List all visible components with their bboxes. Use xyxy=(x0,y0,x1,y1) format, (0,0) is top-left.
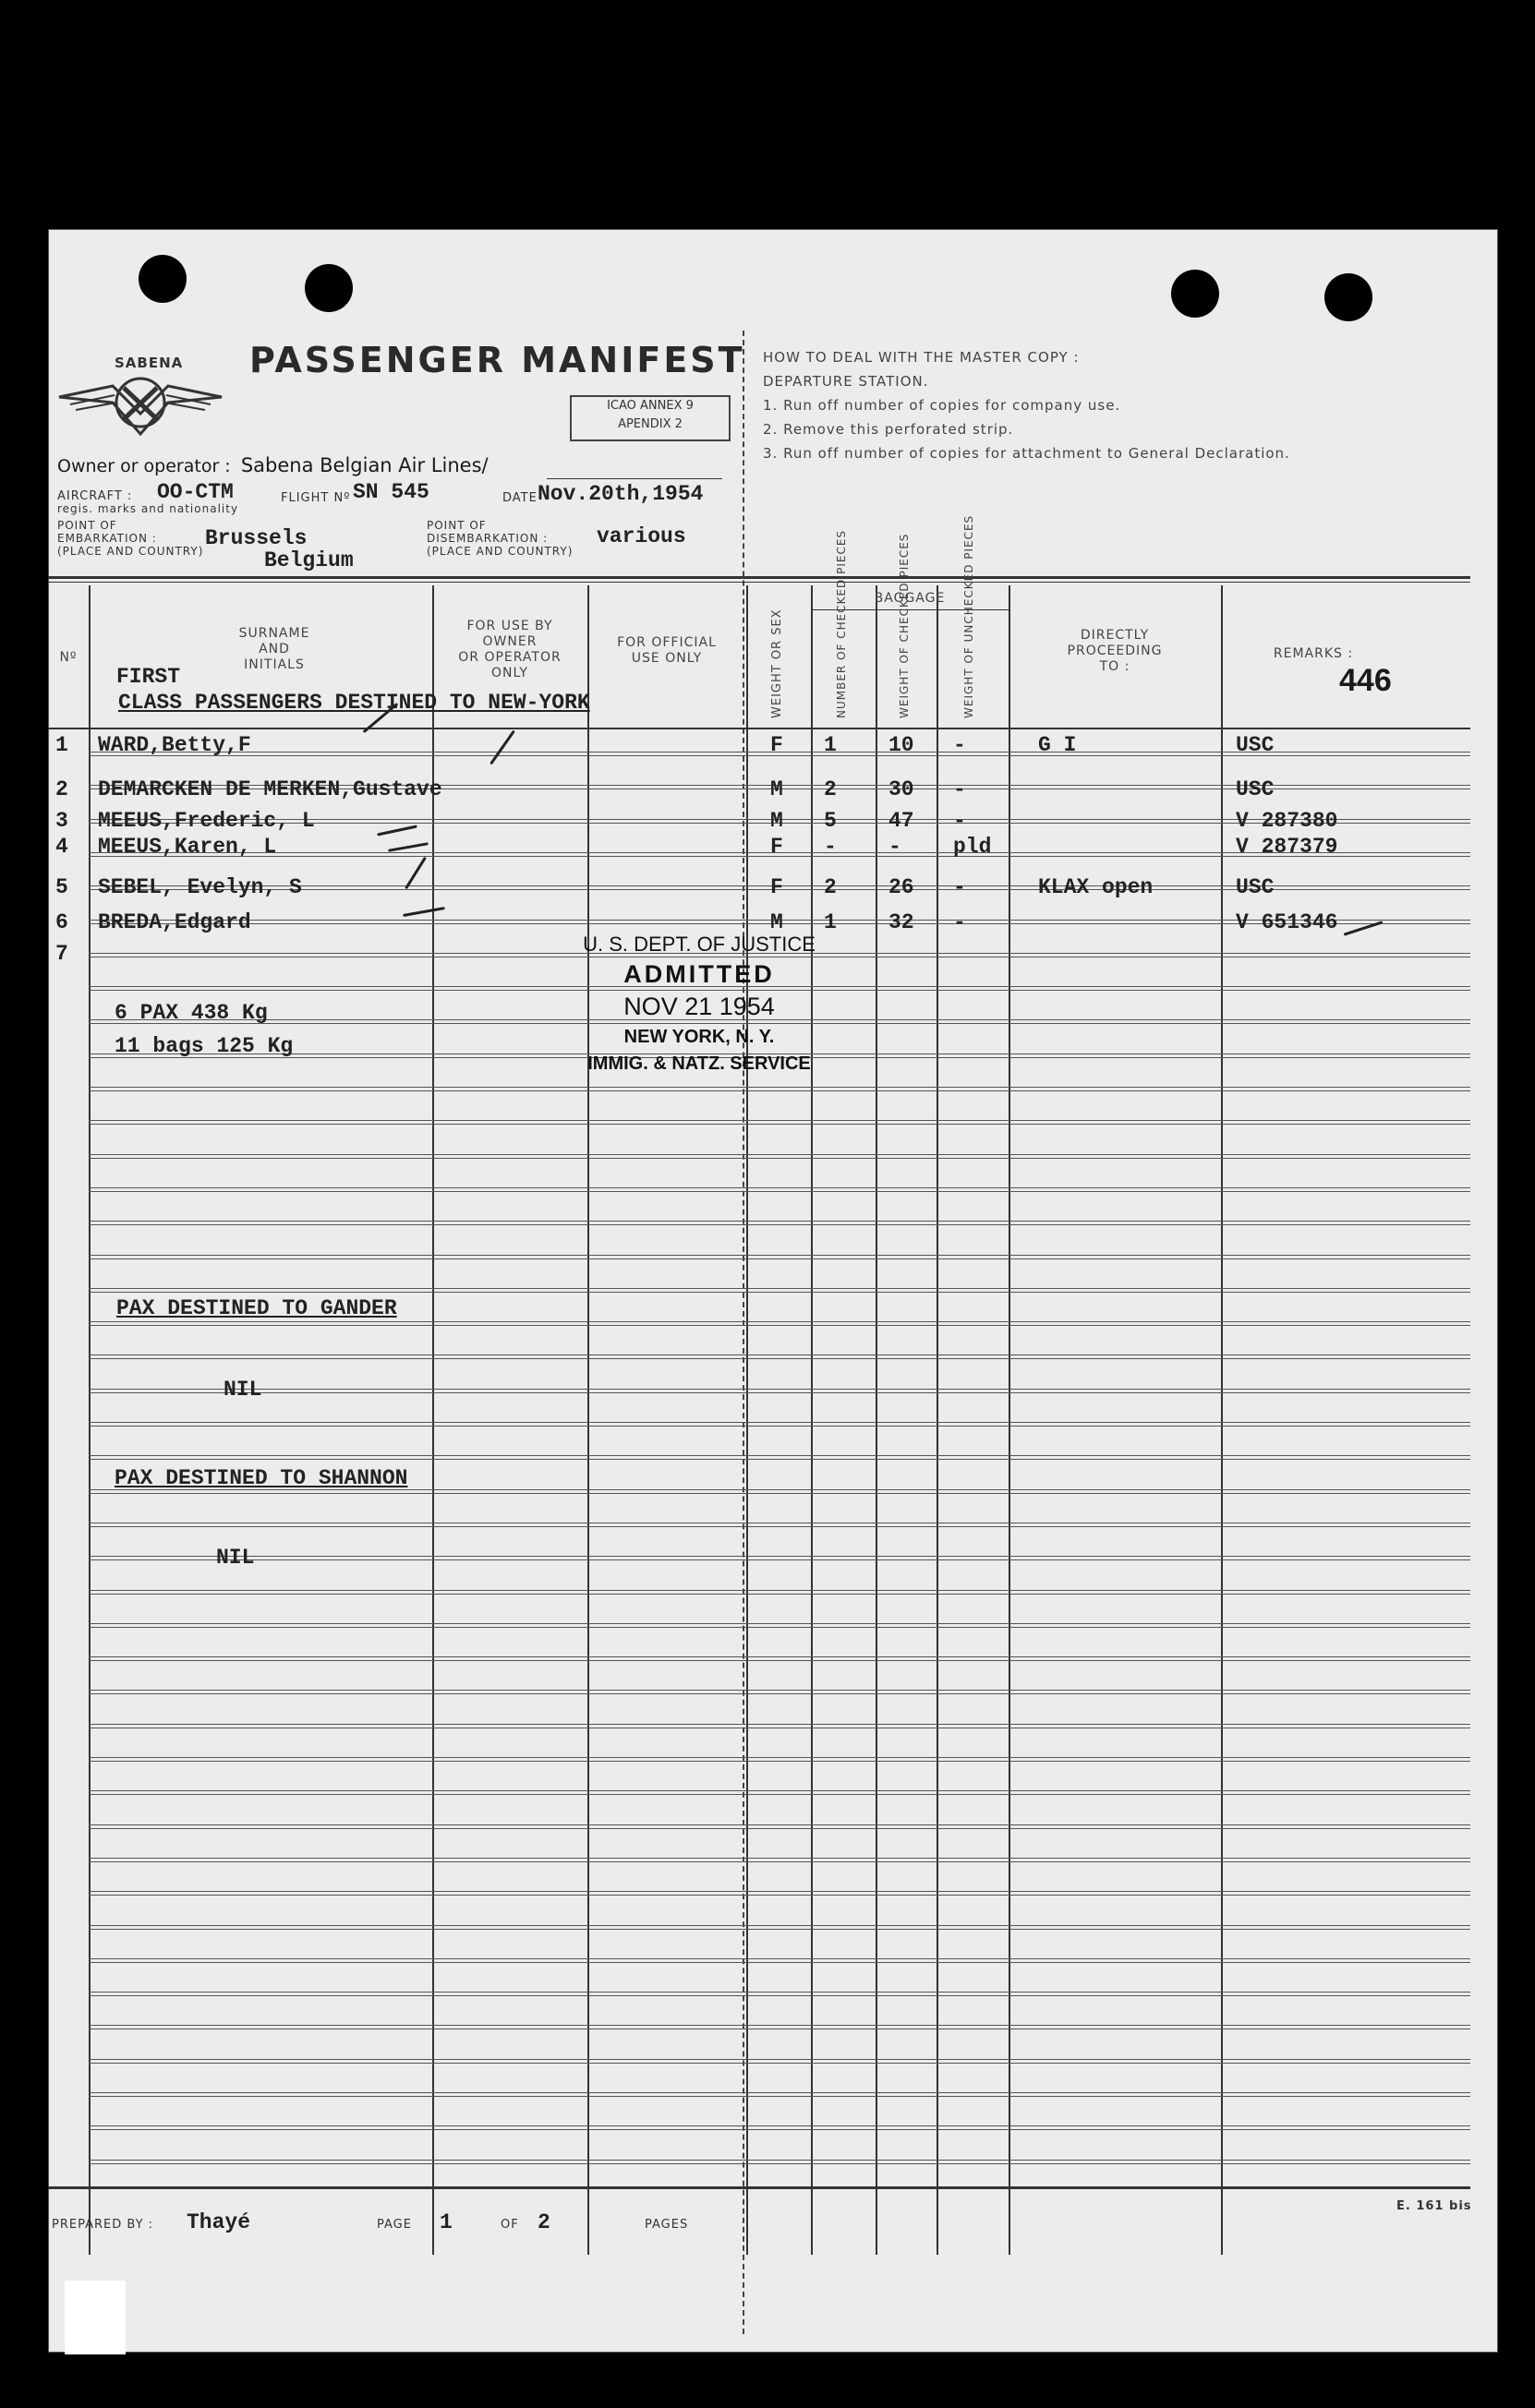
row-rule xyxy=(89,1824,1470,1825)
unchecked-weight: - xyxy=(953,910,966,934)
row-rule xyxy=(89,2096,1470,2097)
col-header-proceeding-2: PROCEEDING xyxy=(1067,644,1163,658)
pages-label: PAGES xyxy=(645,2218,689,2232)
owner-value: Sabena Belgian Air Lines/ xyxy=(240,454,489,476)
col-header-proceeding xyxy=(1009,628,1221,675)
row-rule xyxy=(89,1929,1470,1930)
col-header-surname-3: INITIALS xyxy=(244,657,305,672)
baggage-weight: 47 xyxy=(888,809,914,833)
check-mark xyxy=(388,842,429,852)
col-divider xyxy=(1009,585,1010,2255)
row-rule xyxy=(89,1627,1470,1628)
row-rule xyxy=(89,2163,1470,2164)
table-top-rule xyxy=(48,576,1470,579)
shannon-value: NIL xyxy=(216,1546,255,1570)
col-divider xyxy=(587,585,589,2255)
row-rule xyxy=(89,1191,1470,1192)
row-rule xyxy=(89,1559,1470,1560)
prepared-label: PREPARED BY : xyxy=(52,2218,154,2232)
col-header-surname xyxy=(196,626,353,673)
shannon-heading: PAX DESTINED TO SHANNON xyxy=(115,1466,408,1490)
check-mark xyxy=(403,907,445,917)
row-rule xyxy=(89,1757,1470,1758)
row-rule xyxy=(89,1224,1470,1225)
disembark-label-1: POINT OF xyxy=(427,519,487,532)
proceeding-to: KLAX open xyxy=(1038,875,1154,899)
how-to-step: 2. Remove this perforated strip. xyxy=(763,421,1014,438)
stamp-line-3: NOV 21 1954 xyxy=(623,993,775,1020)
col-header-weight-checked: WEIGHT OF CHECKED PIECES xyxy=(898,533,911,718)
row-rule xyxy=(89,1455,1470,1456)
baggage-weight: 26 xyxy=(888,875,914,899)
owner-label: Owner or operator : xyxy=(57,456,231,476)
proceeding-to: G I xyxy=(1038,733,1077,757)
row-rule xyxy=(89,1090,1470,1091)
col-divider xyxy=(876,585,877,2255)
col-header-official-2: USE ONLY xyxy=(631,651,703,666)
of-label: OF xyxy=(501,2218,519,2232)
gander-heading: PAX DESTINED TO GANDER xyxy=(116,1296,397,1320)
row-rule xyxy=(89,1187,1470,1188)
of-value: 2 xyxy=(538,2210,550,2234)
embark-label-3: (PLACE AND COUNTRY) xyxy=(57,545,204,558)
how-to-sub: DEPARTURE STATION. xyxy=(763,373,929,390)
disembark-label-3: (PLACE AND COUNTRY) xyxy=(427,545,574,558)
embark-value-country: Belgium xyxy=(264,548,354,572)
embark-value-city: Brussels xyxy=(205,526,308,550)
row-rule xyxy=(89,1556,1470,1557)
row-rule xyxy=(89,1623,1470,1624)
row-rule xyxy=(89,2160,1470,2161)
unchecked-weight: - xyxy=(953,809,966,833)
sheet-number: 446 xyxy=(1339,663,1392,698)
sabena-logo xyxy=(57,349,224,451)
row-rule xyxy=(89,1354,1470,1355)
table-top-rule-2 xyxy=(48,582,1470,583)
row-number: 6 xyxy=(55,910,68,934)
col-header-owner-use-4: ONLY xyxy=(491,666,528,680)
embark-label-1: POINT OF xyxy=(57,519,117,532)
form-title: PASSENGER MANIFEST xyxy=(249,340,745,380)
passenger-name: BREDA,Edgard xyxy=(98,910,251,934)
row-rule xyxy=(89,1594,1470,1595)
row-rule xyxy=(89,1255,1470,1256)
totals-pax: 6 PAX 438 Kg xyxy=(115,1001,268,1025)
row-rule xyxy=(89,1724,1470,1725)
passenger-sex: M xyxy=(770,910,783,934)
row-rule xyxy=(89,2063,1470,2064)
row-number: 7 xyxy=(55,942,68,966)
unchecked-weight: - xyxy=(953,875,966,899)
row-rule xyxy=(89,1325,1470,1326)
row-rule xyxy=(89,1958,1470,1959)
form-code: E. 161 bis xyxy=(1396,2199,1472,2213)
embark-label-2: EMBARKATION : xyxy=(57,532,157,545)
col-header-num-checked: NUMBER OF CHECKED PIECES xyxy=(835,529,848,718)
passenger-remarks: V 287380 xyxy=(1236,809,1338,833)
passenger-sex: F xyxy=(770,835,783,859)
col-header-owner-use-2: OWNER xyxy=(482,634,538,649)
row-rule xyxy=(89,1288,1470,1289)
col-divider xyxy=(1221,585,1223,2255)
row-rule xyxy=(89,1925,1470,1926)
row-rule xyxy=(89,1221,1470,1222)
col-divider xyxy=(89,585,91,2255)
passenger-remarks: V 287379 xyxy=(1236,835,1338,859)
gander-value: NIL xyxy=(224,1378,262,1402)
punch-hole xyxy=(1324,273,1372,321)
col-divider xyxy=(746,585,748,2255)
row-rule xyxy=(89,1962,1470,1963)
row-rule xyxy=(89,1660,1470,1661)
passenger-sex: M xyxy=(770,809,783,833)
passenger-name: MEEUS,Frederic, L xyxy=(98,809,315,833)
passenger-remarks: USC xyxy=(1236,777,1275,801)
row-rule xyxy=(89,2125,1470,2126)
row-rule xyxy=(89,1358,1470,1359)
annex-box xyxy=(570,395,731,441)
row-rule xyxy=(89,1493,1470,1494)
col-divider xyxy=(811,585,813,2255)
col-divider xyxy=(937,585,938,2255)
unchecked-weight: - xyxy=(953,733,966,757)
row-rule xyxy=(89,1693,1470,1694)
stamp-line-4: NEW YORK, N. Y. xyxy=(623,1027,775,1047)
row-rule xyxy=(89,1124,1470,1125)
stamp-line-1: U. S. DEPT. OF JUSTICE xyxy=(583,933,816,956)
col-header-weight-unchecked: WEIGHT OF UNCHECKED PIECES xyxy=(962,514,975,718)
passenger-name: DEMARCKEN DE MERKEN,Gustave xyxy=(98,777,442,801)
col-header-no: Nº xyxy=(59,650,78,665)
footer-rule xyxy=(48,2186,1470,2189)
date-label: DATE xyxy=(502,491,538,505)
row-rule xyxy=(89,1690,1470,1691)
disembark-label xyxy=(427,519,573,558)
check-mark xyxy=(405,857,427,890)
row-rule xyxy=(89,1895,1470,1896)
page-value: 1 xyxy=(440,2210,453,2234)
section-first: FIRST xyxy=(116,665,181,689)
row-rule xyxy=(89,2092,1470,2093)
row-rule xyxy=(89,1761,1470,1762)
check-mark xyxy=(377,825,417,836)
row-rule xyxy=(89,1426,1470,1427)
row-rule xyxy=(89,1321,1470,1322)
row-rule xyxy=(89,1389,1470,1390)
row-rule xyxy=(89,1590,1470,1591)
header-bottom-rule xyxy=(48,728,1470,729)
col-header-owner-use xyxy=(432,619,587,681)
unchecked-weight: pld xyxy=(953,835,992,859)
flight-label: FLIGHT Nº xyxy=(281,491,351,505)
aircraft-value: OO-CTM xyxy=(157,480,234,504)
col-header-proceeding-1: DIRECTLY xyxy=(1080,628,1150,643)
embark-label xyxy=(57,519,203,558)
col-header-surname-1: SURNAME xyxy=(238,626,310,641)
appendix-label: APENDIX 2 xyxy=(618,417,683,431)
how-to-step: 1. Run off number of copies for company use. xyxy=(763,397,1121,414)
passenger-sex: F xyxy=(770,875,783,899)
col-header-surname-2: AND xyxy=(259,642,290,656)
row-rule xyxy=(89,2129,1470,2130)
row-rule xyxy=(89,1992,1470,1993)
row-rule xyxy=(89,1158,1470,1159)
row-rule xyxy=(89,1459,1470,1460)
baggage-pieces: 2 xyxy=(824,777,837,801)
disembark-label-2: DISEMBARKATION : xyxy=(427,532,549,545)
passenger-name: SEBEL, Evelyn, S xyxy=(98,875,302,899)
baggage-weight: 10 xyxy=(888,733,914,757)
perforation-line xyxy=(743,331,744,2334)
owner-underline xyxy=(547,478,722,479)
row-rule xyxy=(89,1995,1470,1996)
annex-label: ICAO ANNEX 9 xyxy=(607,399,694,413)
unchecked-weight: - xyxy=(953,777,966,801)
baggage-pieces: 1 xyxy=(824,733,837,757)
col-header-owner-use-1: FOR USE BY xyxy=(466,619,553,633)
row-number: 1 xyxy=(55,733,68,757)
row-rule xyxy=(89,1790,1470,1791)
how-to-step: 3. Run off number of copies for attachment to General Declaration. xyxy=(763,445,1290,462)
passenger-remarks: USC xyxy=(1236,875,1275,899)
row-rule xyxy=(89,1891,1470,1892)
baggage-pieces: - xyxy=(824,835,837,859)
row-rule xyxy=(89,1154,1470,1155)
baggage-weight: - xyxy=(888,835,901,859)
col-header-official-1: FOR OFFICIAL xyxy=(617,635,717,650)
stamp-line-5: IMMIG. & NATZ. SERVICE xyxy=(587,1054,811,1074)
col-header-official xyxy=(587,635,746,667)
section-class: CLASS PASSENGERS DESTINED TO NEW-YORK xyxy=(118,691,590,715)
passenger-remarks: V 651346 xyxy=(1236,910,1338,934)
row-rule xyxy=(89,1292,1470,1293)
check-mark xyxy=(490,730,515,765)
row-rule xyxy=(89,1858,1470,1859)
folded-corner xyxy=(65,2281,126,2354)
aircraft-sub: regis. marks and nationality xyxy=(57,502,239,515)
passenger-name: WARD,Betty,F xyxy=(98,733,251,757)
totals-bags: 11 bags 125 Kg xyxy=(115,1034,294,1058)
row-rule xyxy=(89,2059,1470,2060)
baggage-pieces: 2 xyxy=(824,875,837,899)
page-label: PAGE xyxy=(377,2218,412,2232)
owner-row xyxy=(57,454,489,476)
baggage-weight: 32 xyxy=(888,910,914,934)
row-number: 5 xyxy=(55,875,68,899)
baggage-pieces: 1 xyxy=(824,910,837,934)
row-rule xyxy=(89,1422,1470,1423)
row-rule xyxy=(89,1120,1470,1121)
stamp-line-2: ADMITTED xyxy=(623,960,775,988)
row-rule xyxy=(89,1087,1470,1088)
immigration-stamp xyxy=(565,933,833,1075)
baggage-pieces: 5 xyxy=(824,809,837,833)
row-rule xyxy=(89,1828,1470,1829)
row-rule xyxy=(89,2025,1470,2026)
passenger-remarks: USC xyxy=(1236,733,1275,757)
logo-text: SABENA xyxy=(115,355,184,371)
col-header-remarks: REMARKS : xyxy=(1273,646,1354,661)
date-value: Nov.20th,1954 xyxy=(538,482,704,506)
col-header-baggage: BAGGAGE xyxy=(874,591,946,606)
punch-hole xyxy=(1171,270,1219,318)
row-rule xyxy=(89,1794,1470,1795)
passenger-name: MEEUS,Karen, L xyxy=(98,835,277,859)
col-header-owner-use-3: OR OPERATOR xyxy=(458,650,562,665)
col-header-proceeding-3: TO : xyxy=(1099,659,1130,674)
passenger-sex: M xyxy=(770,777,783,801)
how-to-title: HOW TO DEAL WITH THE MASTER COPY : xyxy=(763,349,1080,366)
manifest-sheet xyxy=(48,229,1498,2353)
row-rule xyxy=(89,1656,1470,1657)
how-to-instructions xyxy=(763,345,1290,465)
row-rule xyxy=(89,1392,1470,1393)
col-divider xyxy=(432,585,434,2255)
baggage-weight: 30 xyxy=(888,777,914,801)
prepared-value: Thayé xyxy=(187,2210,251,2234)
row-rule xyxy=(89,1526,1470,1527)
row-rule xyxy=(89,1258,1470,1259)
row-rule xyxy=(89,1861,1470,1862)
row-number: 3 xyxy=(55,809,68,833)
row-number: 4 xyxy=(55,835,68,859)
aircraft-label: AIRCRAFT : xyxy=(57,489,133,503)
col-header-sex: WEIGHT OR SEX xyxy=(770,608,784,718)
punch-hole xyxy=(305,264,353,312)
passenger-sex: F xyxy=(770,733,783,757)
flight-value: SN 545 xyxy=(353,480,429,504)
disembark-value: various xyxy=(597,524,686,548)
punch-hole xyxy=(139,255,187,303)
row-number: 2 xyxy=(55,777,68,801)
